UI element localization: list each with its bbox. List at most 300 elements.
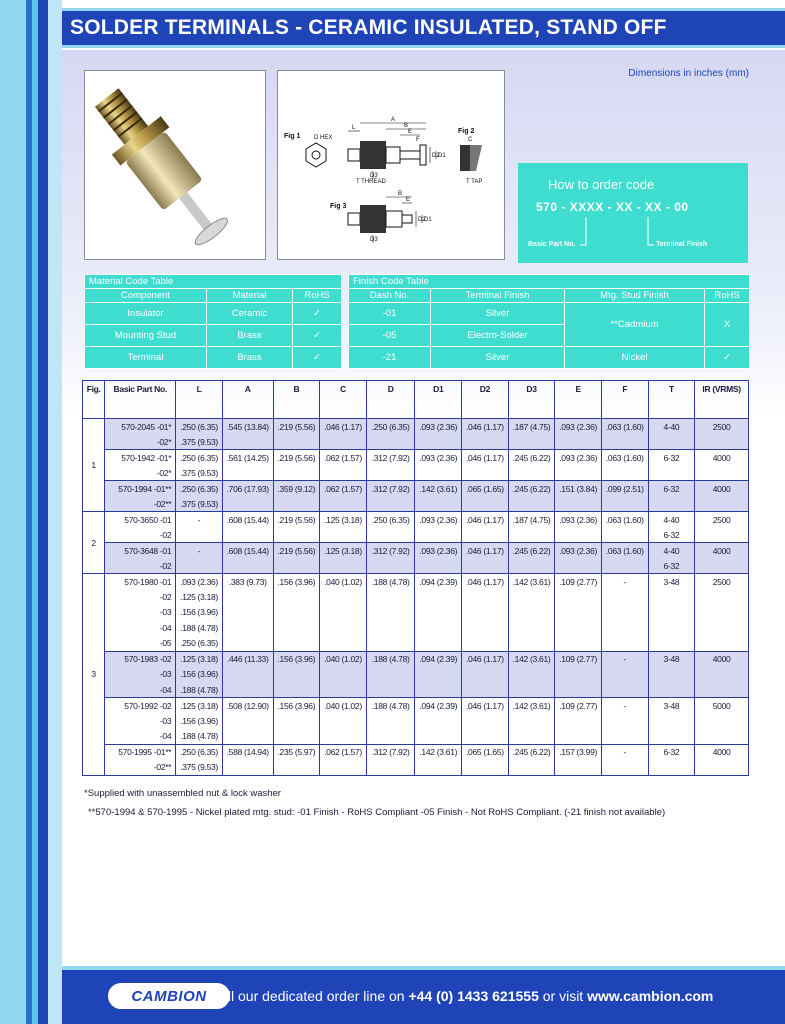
- spec-value-cell: [601, 558, 648, 574]
- spec-value-cell: .065 (1.65): [462, 481, 509, 497]
- spec-value-cell: [508, 605, 555, 621]
- spec-value-cell: [273, 496, 320, 512]
- component-cell: Terminal: [85, 347, 207, 369]
- spec-value-cell: [508, 682, 555, 698]
- dash-cell: -05: [349, 325, 431, 347]
- part-number-cell: -02*: [105, 434, 176, 450]
- finish-cell: Silver: [431, 347, 565, 369]
- spec-header-cell: D: [366, 381, 415, 419]
- spec-value-cell: [508, 713, 555, 729]
- spec-value-cell: .093 (2.36): [415, 450, 462, 466]
- spec-value-cell: .156 (3.96): [273, 698, 320, 714]
- finish-cell: Electro-Solder: [431, 325, 565, 347]
- spec-value-cell: .094 (2.39): [415, 651, 462, 667]
- spec-value-cell: .063 (1.60): [601, 543, 648, 559]
- spec-value-cell: .219 (5.56): [273, 450, 320, 466]
- table-row: [83, 589, 749, 605]
- spec-value-cell: .375 (9.53): [176, 496, 223, 512]
- spec-value-cell: [601, 620, 648, 636]
- spec-value-cell: .250 (6.35): [366, 512, 415, 528]
- basic-part-label: Basic Part No.: [528, 241, 576, 248]
- spec-value-cell: .063 (1.60): [601, 419, 648, 435]
- spec-value-cell: .219 (5.56): [273, 512, 320, 528]
- spec-value-cell: [462, 605, 509, 621]
- header-mtg-stud-finish: Mtg. Stud Finish: [565, 289, 705, 303]
- spec-value-cell: [648, 434, 695, 450]
- spec-value-cell: .125 (3.18): [176, 651, 223, 667]
- specification-table: [82, 380, 749, 776]
- spec-value-cell: [462, 760, 509, 776]
- finish-row: [349, 303, 750, 325]
- finish-table-caption: Finish Code Table: [349, 275, 750, 289]
- spec-value-cell: [508, 620, 555, 636]
- material-code-table: [84, 274, 342, 369]
- spec-value-cell: [273, 729, 320, 745]
- spec-value-cell: -: [601, 698, 648, 714]
- spec-value-cell: .125 (3.18): [176, 589, 223, 605]
- spec-value-cell: .545 (13.84): [222, 419, 273, 435]
- part-number-cell: -04: [105, 682, 176, 698]
- footer-mid: or visit: [538, 988, 588, 1004]
- spec-value-cell: [462, 589, 509, 605]
- t-thread-label: T THREAD: [356, 179, 386, 185]
- spec-value-cell: [273, 527, 320, 543]
- spec-value-cell: [415, 558, 462, 574]
- spec-value-cell: [695, 729, 749, 745]
- order-phone-link[interactable]: +44 (0) 1433 621555: [408, 988, 539, 1004]
- spec-value-cell: [555, 558, 602, 574]
- spec-value-cell: .375 (9.53): [176, 434, 223, 450]
- spec-value-cell: [601, 434, 648, 450]
- spec-value-cell: [415, 667, 462, 683]
- spec-value-cell: [648, 605, 695, 621]
- table-row: [83, 450, 749, 466]
- how-to-order-box: [518, 163, 748, 263]
- spec-value-cell: [508, 589, 555, 605]
- material-cell: Brass: [207, 347, 293, 369]
- spec-value-cell: [415, 620, 462, 636]
- part-number-cell: 570-2045 -01*: [105, 419, 176, 435]
- spec-value-cell: .093 (2.36): [555, 543, 602, 559]
- spec-value-cell: [273, 465, 320, 481]
- spec-value-cell: 4-40: [648, 419, 695, 435]
- material-row: [85, 347, 342, 369]
- spec-value-cell: [462, 667, 509, 683]
- spec-value-cell: .063 (1.60): [601, 450, 648, 466]
- spec-value-cell: [555, 434, 602, 450]
- spec-value-cell: [555, 620, 602, 636]
- fig3-dim-D2: D2: [418, 217, 426, 223]
- spec-value-cell: .109 (2.77): [555, 698, 602, 714]
- spec-value-cell: [462, 496, 509, 512]
- spec-value-cell: [601, 527, 648, 543]
- spec-value-cell: [320, 760, 367, 776]
- spec-value-cell: [555, 496, 602, 512]
- spec-value-cell: [273, 589, 320, 605]
- part-number-cell: 570-1995 -01**: [105, 744, 176, 760]
- spec-value-cell: [695, 434, 749, 450]
- spec-value-cell: .561 (14.25): [222, 450, 273, 466]
- technical-drawing: [277, 70, 505, 260]
- part-number-cell: -02**: [105, 496, 176, 512]
- spec-value-cell: .608 (15.44): [222, 512, 273, 528]
- spec-header-cell: IR (VRMS): [695, 381, 749, 419]
- spec-value-cell: .125 (3.18): [320, 512, 367, 528]
- spec-value-cell: .156 (3.96): [273, 651, 320, 667]
- spec-value-cell: .046 (1.17): [462, 698, 509, 714]
- spec-header-cell: Fig.: [83, 381, 105, 419]
- page-title: SOLDER TERMINALS - CERAMIC INSULATED, STAND OFF: [70, 16, 667, 39]
- spec-value-cell: [648, 465, 695, 481]
- spec-value-cell: .608 (15.44): [222, 543, 273, 559]
- spec-value-cell: [222, 589, 273, 605]
- spec-value-cell: [273, 682, 320, 698]
- spec-value-cell: [366, 667, 415, 683]
- spec-value-cell: [222, 434, 273, 450]
- part-number-cell: -04: [105, 620, 176, 636]
- t-tap-label: T TAP: [466, 179, 483, 185]
- dimensions-note: Dimensions in inches (mm): [628, 68, 749, 79]
- spec-value-cell: 4000: [695, 450, 749, 466]
- part-number-cell: 570-1983 -02: [105, 651, 176, 667]
- fig1-label: Fig 1: [284, 133, 301, 140]
- spec-value-cell: [320, 589, 367, 605]
- spec-value-cell: [695, 605, 749, 621]
- spec-value-cell: [508, 729, 555, 745]
- spec-header-cell: D3: [508, 381, 555, 419]
- spec-value-cell: [508, 760, 555, 776]
- spec-value-cell: [222, 527, 273, 543]
- product-photo: [84, 70, 266, 260]
- spec-value-cell: [555, 605, 602, 621]
- dim-L: L: [352, 125, 356, 131]
- rohs-check-icon: ✓: [293, 303, 342, 325]
- spec-value-cell: [695, 620, 749, 636]
- spec-value-cell: [176, 527, 223, 543]
- spec-value-cell: .219 (5.56): [273, 419, 320, 435]
- spec-value-cell: [601, 605, 648, 621]
- spec-value-cell: [695, 682, 749, 698]
- spec-value-cell: [555, 760, 602, 776]
- spec-header-cell: D2: [462, 381, 509, 419]
- table-row: [83, 512, 749, 528]
- fig2-label: Fig 2: [458, 128, 475, 135]
- header-rohs: RoHS: [705, 289, 750, 303]
- spec-value-cell: [695, 667, 749, 683]
- part-number-cell: -02: [105, 589, 176, 605]
- dhex-label: D HEX: [314, 135, 333, 141]
- table-row: [83, 651, 749, 667]
- spec-value-cell: .588 (14.94): [222, 744, 273, 760]
- spec-value-cell: [648, 496, 695, 512]
- spec-value-cell: .706 (17.93): [222, 481, 273, 497]
- spec-value-cell: .125 (3.18): [176, 698, 223, 714]
- spec-value-cell: .188 (4.78): [366, 698, 415, 714]
- spec-value-cell: [320, 682, 367, 698]
- spec-value-cell: [648, 589, 695, 605]
- spec-value-cell: [273, 605, 320, 621]
- table-row: [83, 419, 749, 435]
- spec-value-cell: .040 (1.02): [320, 698, 367, 714]
- table-row: [83, 713, 749, 729]
- spec-header-cell: D1: [415, 381, 462, 419]
- spec-header-cell: L: [176, 381, 223, 419]
- spec-value-cell: -: [601, 574, 648, 590]
- spec-value-cell: [415, 682, 462, 698]
- table-row: [83, 682, 749, 698]
- spec-header-cell: C: [320, 381, 367, 419]
- spec-value-cell: 4-40: [648, 512, 695, 528]
- spec-value-cell: [222, 667, 273, 683]
- spec-value-cell: .142 (3.61): [415, 744, 462, 760]
- footnotes: [84, 788, 665, 826]
- website-link[interactable]: www.cambion.com: [587, 988, 714, 1004]
- spec-value-cell: -: [176, 543, 223, 559]
- spec-value-cell: .125 (3.18): [320, 543, 367, 559]
- spec-value-cell: [222, 636, 273, 652]
- spec-value-cell: [555, 667, 602, 683]
- table-row: [83, 729, 749, 745]
- spec-value-cell: [222, 682, 273, 698]
- spec-value-cell: .093 (2.36): [176, 574, 223, 590]
- spec-value-cell: .093 (2.36): [415, 419, 462, 435]
- spec-value-cell: .312 (7.92): [366, 744, 415, 760]
- spec-value-cell: .040 (1.02): [320, 574, 367, 590]
- spec-value-cell: [320, 527, 367, 543]
- footer-prefix: Call our dedicated order line on: [210, 988, 409, 1004]
- spec-value-cell: [508, 465, 555, 481]
- spec-value-cell: [648, 729, 695, 745]
- dim-E: E: [408, 129, 413, 135]
- spec-value-cell: [366, 682, 415, 698]
- table-row: [83, 698, 749, 714]
- spec-value-cell: .187 (4.75): [508, 419, 555, 435]
- spec-value-cell: 4000: [695, 543, 749, 559]
- spec-value-cell: .359 (9.12): [273, 481, 320, 497]
- spec-value-cell: .094 (2.39): [415, 698, 462, 714]
- spec-value-cell: [273, 760, 320, 776]
- spec-value-cell: .312 (7.92): [366, 450, 415, 466]
- spec-value-cell: .188 (4.78): [366, 651, 415, 667]
- spec-value-cell: .062 (1.57): [320, 744, 367, 760]
- page-header: [62, 8, 785, 48]
- spec-value-cell: .156 (3.96): [176, 713, 223, 729]
- spec-value-cell: .219 (5.56): [273, 543, 320, 559]
- part-number-cell: 570-3648 -01: [105, 543, 176, 559]
- dimension-diagram: [278, 71, 504, 259]
- spec-value-cell: [555, 682, 602, 698]
- part-number-cell: 570-1942 -01*: [105, 450, 176, 466]
- part-number-cell: -05: [105, 636, 176, 652]
- footnote-washer: *Supplied with unassembled nut & lock washer: [84, 788, 281, 799]
- spec-header-cell: B: [273, 381, 320, 419]
- part-number-cell: -02**: [105, 760, 176, 776]
- spec-value-cell: .250 (6.35): [176, 419, 223, 435]
- spec-value-cell: .312 (7.92): [366, 543, 415, 559]
- fig-number-cell: 2: [83, 512, 105, 574]
- table-row: [83, 636, 749, 652]
- spec-value-cell: .250 (6.35): [176, 636, 223, 652]
- spec-value-cell: .093 (2.36): [415, 512, 462, 528]
- spec-value-cell: [222, 605, 273, 621]
- spec-value-cell: 6-32: [648, 558, 695, 574]
- table-row: [83, 496, 749, 512]
- spec-value-cell: .188 (4.78): [366, 574, 415, 590]
- spec-value-cell: .312 (7.92): [366, 481, 415, 497]
- dim-D3: D3: [370, 173, 378, 179]
- spec-value-cell: [366, 760, 415, 776]
- spec-value-cell: [462, 713, 509, 729]
- spec-value-cell: .062 (1.57): [320, 481, 367, 497]
- spec-value-cell: [648, 636, 695, 652]
- spec-value-cell: .245 (6.22): [508, 543, 555, 559]
- part-number-cell: 570-1994 -01**: [105, 481, 176, 497]
- table-row: [83, 434, 749, 450]
- part-number-cell: -02: [105, 527, 176, 543]
- spec-value-cell: .046 (1.17): [462, 450, 509, 466]
- spec-value-cell: [415, 434, 462, 450]
- spec-value-cell: [462, 465, 509, 481]
- spec-value-cell: .245 (6.22): [508, 450, 555, 466]
- spec-value-cell: .375 (9.53): [176, 760, 223, 776]
- spec-value-cell: [320, 729, 367, 745]
- spec-value-cell: 4000: [695, 651, 749, 667]
- logo-text: CAMBION: [131, 988, 207, 1005]
- table-row: [83, 744, 749, 760]
- dim-A: A: [391, 117, 396, 123]
- order-code: 570 - XXXX - XX - XX - 00: [536, 200, 689, 214]
- spec-value-cell: .142 (3.61): [508, 651, 555, 667]
- rohs-check-icon: ✓: [293, 325, 342, 347]
- spec-value-cell: [273, 558, 320, 574]
- dim-F: F: [416, 137, 420, 143]
- spec-value-cell: [555, 713, 602, 729]
- order-title: How to order code: [548, 177, 655, 192]
- spec-value-cell: [366, 636, 415, 652]
- spec-value-cell: .046 (1.17): [462, 574, 509, 590]
- spec-value-cell: [320, 465, 367, 481]
- spec-value-cell: .099 (2.51): [601, 481, 648, 497]
- spec-value-cell: [366, 434, 415, 450]
- spec-value-cell: .109 (2.77): [555, 574, 602, 590]
- spec-value-cell: 4000: [695, 481, 749, 497]
- dash-cell: -21: [349, 347, 431, 369]
- spec-value-cell: [222, 729, 273, 745]
- stud-finish-cell: **Cadmium: [565, 303, 705, 347]
- spec-value-cell: [648, 760, 695, 776]
- terminal-finish-label: Terminal Finish: [656, 241, 708, 248]
- table-row: [83, 667, 749, 683]
- spec-value-cell: .093 (2.36): [555, 450, 602, 466]
- spec-value-cell: .188 (4.78): [176, 729, 223, 745]
- spec-value-cell: [695, 527, 749, 543]
- spec-value-cell: [555, 729, 602, 745]
- spec-value-cell: 6-32: [648, 481, 695, 497]
- spec-value-cell: .375 (9.53): [176, 465, 223, 481]
- spec-value-cell: .094 (2.39): [415, 574, 462, 590]
- header-material: Material: [207, 289, 293, 303]
- spec-value-cell: [320, 636, 367, 652]
- spec-value-cell: .093 (2.36): [555, 419, 602, 435]
- spec-value-cell: .157 (3.99): [555, 744, 602, 760]
- spec-value-cell: .156 (3.96): [176, 605, 223, 621]
- stud-finish-cell: Nickel: [565, 347, 705, 369]
- table-row: [83, 605, 749, 621]
- spec-header-cell: T: [648, 381, 695, 419]
- spec-value-cell: 6-32: [648, 450, 695, 466]
- table-row: [83, 558, 749, 574]
- rohs-check-icon: ✓: [705, 347, 750, 369]
- spec-value-cell: [366, 558, 415, 574]
- part-number-cell: -04: [105, 729, 176, 745]
- dim-B: B: [404, 123, 409, 129]
- spec-value-cell: [320, 434, 367, 450]
- spec-value-cell: 2500: [695, 419, 749, 435]
- spec-value-cell: [601, 713, 648, 729]
- spec-value-cell: [222, 465, 273, 481]
- spec-value-cell: .063 (1.60): [601, 512, 648, 528]
- spec-value-cell: [320, 605, 367, 621]
- spec-value-cell: 5000: [695, 698, 749, 714]
- spec-value-cell: .046 (1.17): [462, 419, 509, 435]
- fig3-dim-D3: D3: [370, 237, 378, 243]
- component-cell: Insulator: [85, 303, 207, 325]
- component-cell: Mounting Stud: [85, 325, 207, 347]
- spec-value-cell: [648, 682, 695, 698]
- spec-value-cell: [508, 434, 555, 450]
- part-number-cell: 570-3650 -01: [105, 512, 176, 528]
- dim-C: C: [468, 137, 473, 143]
- spec-value-cell: -: [601, 744, 648, 760]
- header-rohs: RoHS: [293, 289, 342, 303]
- spec-value-cell: [695, 589, 749, 605]
- table-row: [83, 481, 749, 497]
- spec-value-cell: [415, 589, 462, 605]
- spec-value-cell: -: [601, 651, 648, 667]
- spec-value-cell: .142 (3.61): [415, 481, 462, 497]
- page-footer: [62, 966, 785, 1024]
- spec-value-cell: [462, 620, 509, 636]
- spec-value-cell: .109 (2.77): [555, 651, 602, 667]
- spec-value-cell: [695, 558, 749, 574]
- spec-value-cell: [508, 636, 555, 652]
- spec-value-cell: [601, 589, 648, 605]
- spec-value-cell: [320, 620, 367, 636]
- finish-code-table: [348, 274, 750, 369]
- spec-value-cell: [462, 558, 509, 574]
- spec-value-cell: [462, 682, 509, 698]
- table-row: [83, 574, 749, 590]
- spec-value-cell: [508, 496, 555, 512]
- table-row: [83, 465, 749, 481]
- spec-value-cell: .245 (6.22): [508, 744, 555, 760]
- spec-value-cell: [462, 434, 509, 450]
- spec-value-cell: .156 (3.96): [273, 574, 320, 590]
- spec-value-cell: [415, 465, 462, 481]
- spec-value-cell: .093 (2.36): [555, 512, 602, 528]
- spec-value-cell: .250 (6.35): [176, 450, 223, 466]
- spec-value-cell: [320, 558, 367, 574]
- spec-value-cell: .383 (9.73): [222, 574, 273, 590]
- spec-value-cell: [366, 713, 415, 729]
- spec-value-cell: [695, 760, 749, 776]
- spec-value-cell: [648, 713, 695, 729]
- footnote-nickel: **570-1994 & 570-1995 - Nickel plated mtg. stud: -01 Finish - RoHS Compliant -05 Finish - Not RoHS Compliant. (-21 finish not available): [88, 807, 666, 818]
- part-number-cell: 570-1980 -01: [105, 574, 176, 590]
- part-number-cell: -03: [105, 667, 176, 683]
- spec-value-cell: [222, 620, 273, 636]
- dash-cell: -01: [349, 303, 431, 325]
